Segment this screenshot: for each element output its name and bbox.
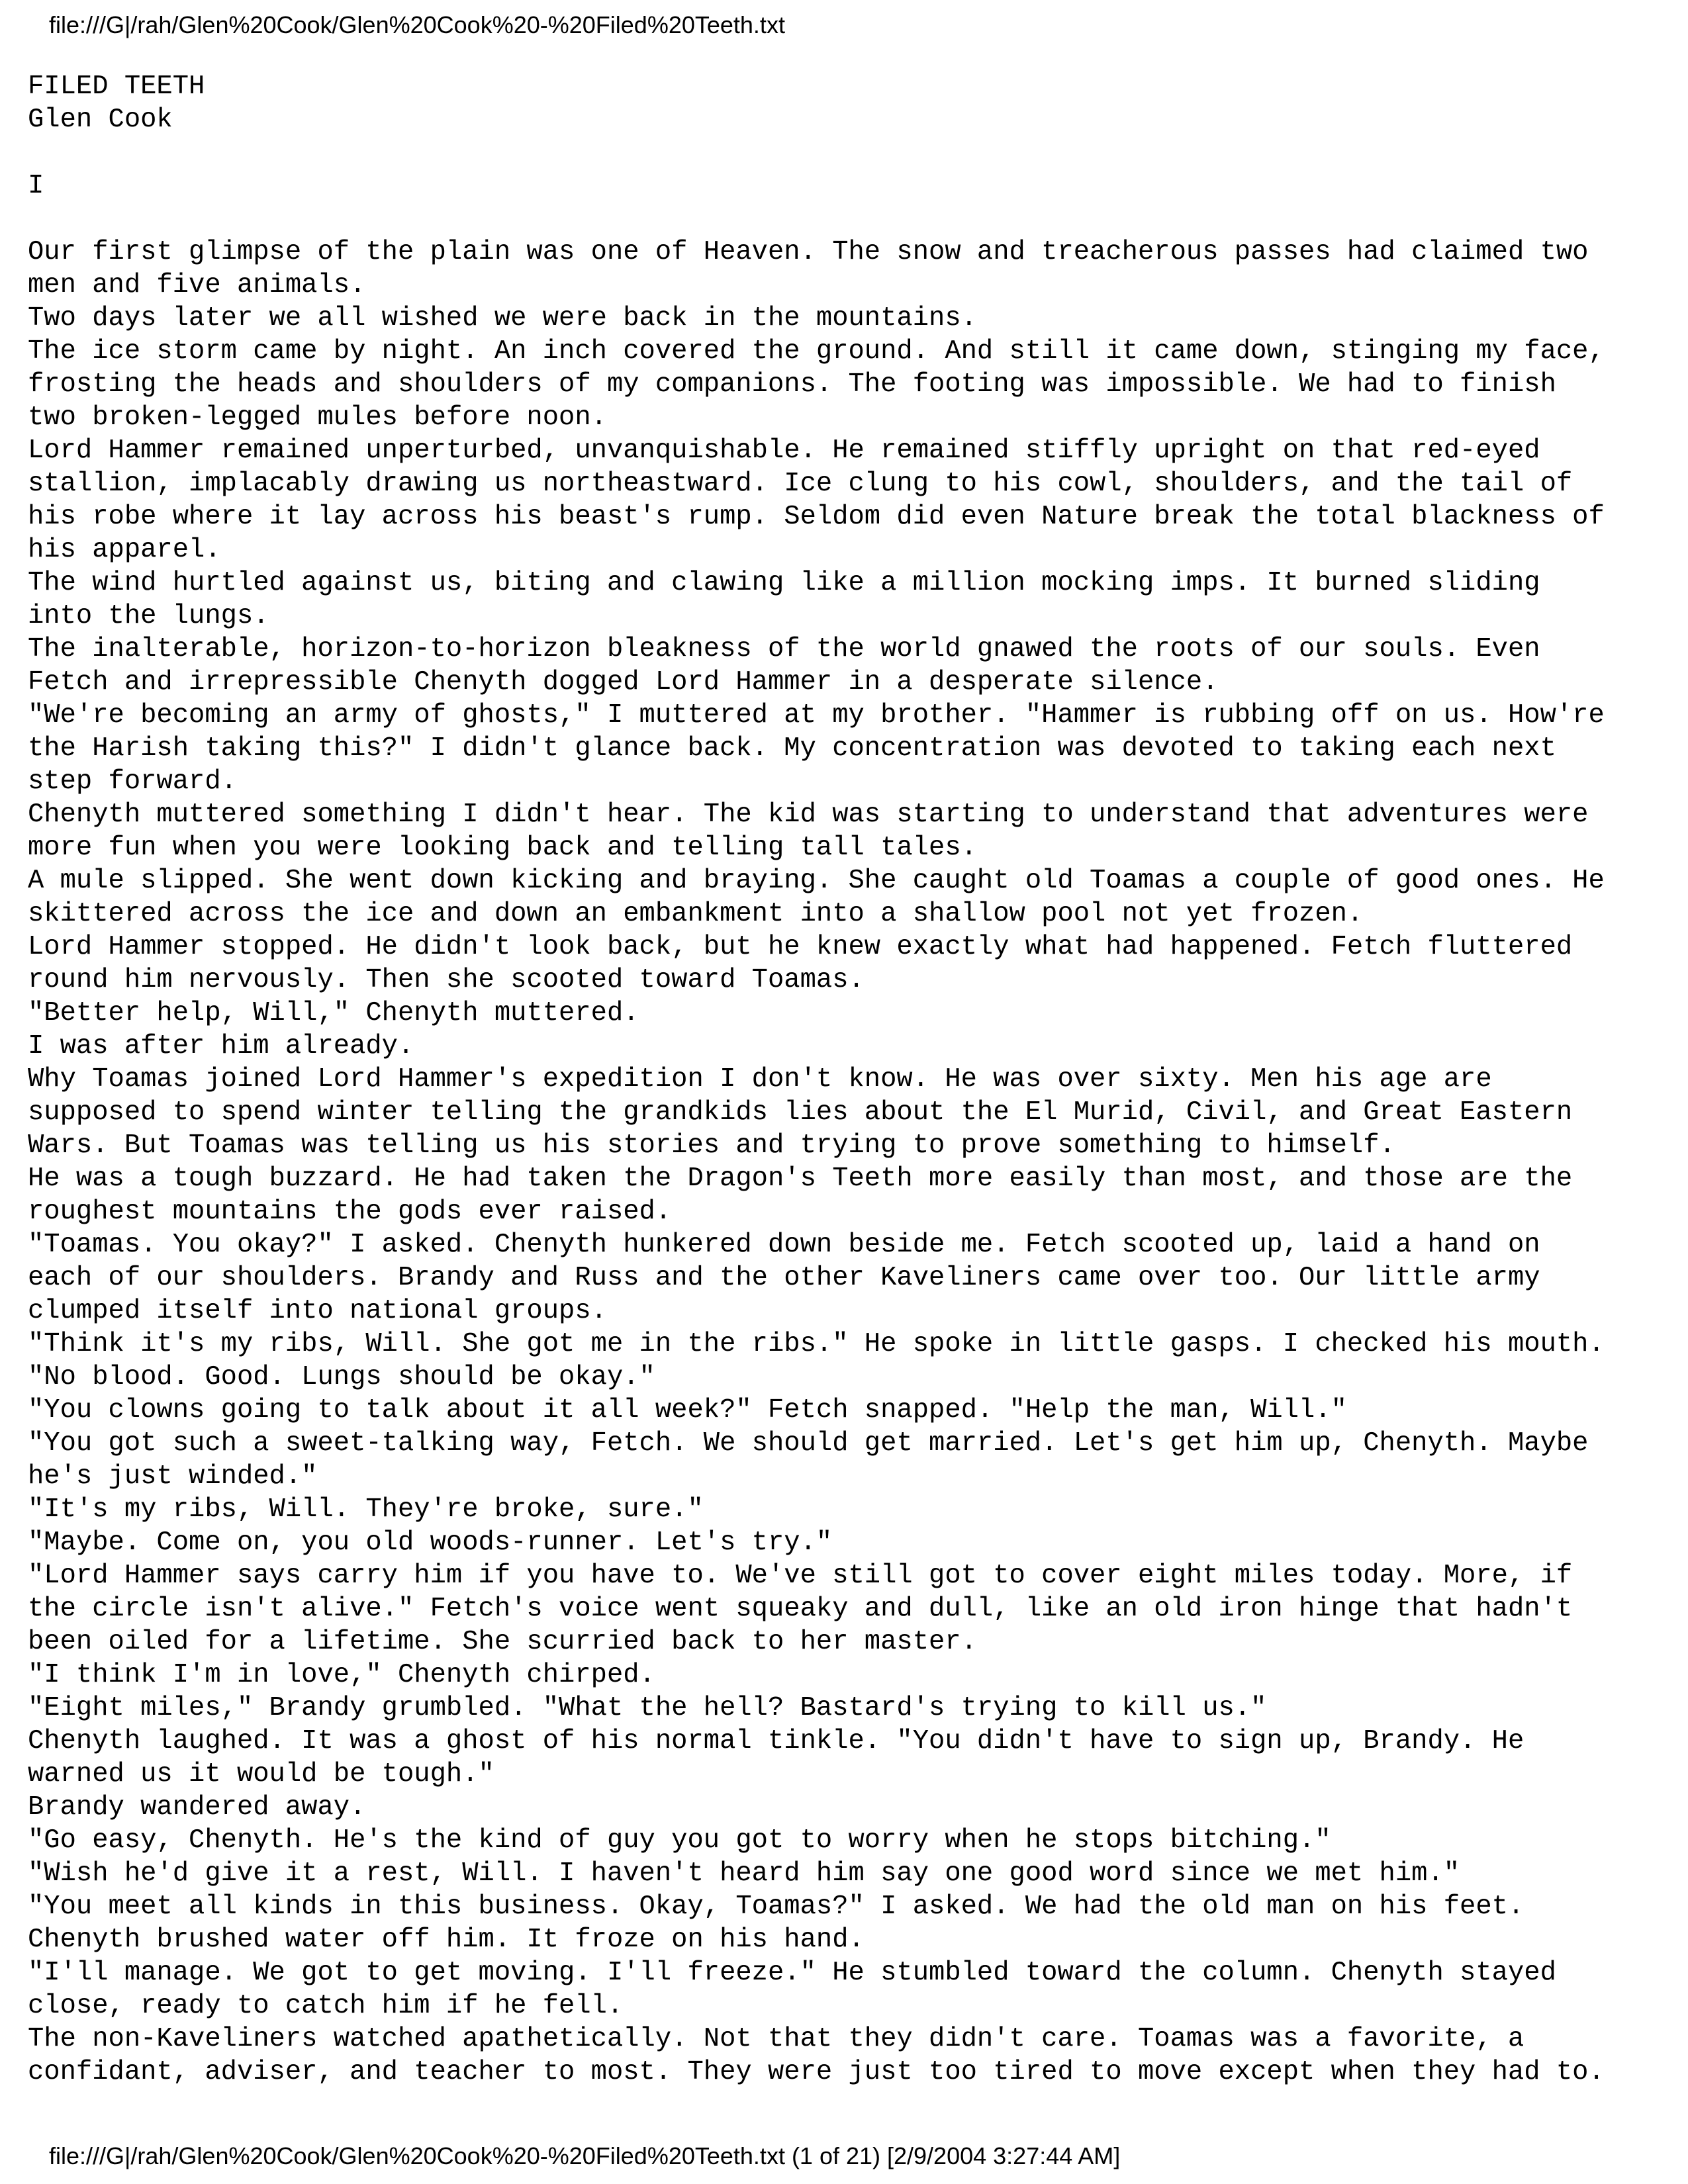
text-line: FILED TEETH — [28, 71, 205, 102]
text-line: Glen Cook — [28, 105, 173, 135]
text-line: "Maybe. Come on, you old woods-runner. Let's try." — [28, 1527, 833, 1558]
text-line: "Go easy, Chenyth. He's the kind of guy you got to worry when he stops bitching." — [28, 1825, 1331, 1856]
text-line: Chenyth muttered something I didn't hear. The kid was starting to understand that adventures were — [28, 799, 1589, 830]
text-line — [28, 203, 1663, 236]
text-line: I was after him already. — [28, 1031, 414, 1062]
text-line: He was a tough buzzard. He had taken the Dragon's Teeth more easily than most, and those are the — [28, 1163, 1573, 1194]
text-line: "Better help, Will," Chenyth muttered. — [28, 998, 639, 1028]
text-line: been oiled for a lifetime. She scurried back to her master. — [28, 1627, 977, 1657]
text-line: Lord Hammer stopped. He didn't look back, but he knew exactly what had happened. Fetch fluttered — [28, 932, 1573, 962]
text-line: Brandy wandered away. — [28, 1792, 366, 1823]
text-line: "Toamas. You okay?" I asked. Chenyth hunkered down beside me. Fetch scooted up, laid a hand on — [28, 1230, 1540, 1260]
text-line: he's just winded." — [28, 1461, 318, 1492]
page-header-url: file:///G|/rah/Glen%20Cook/Glen%20Cook%20-%20Filed%20Teeth.txt — [49, 11, 785, 38]
text-line: step forward. — [28, 766, 237, 797]
text-line: confidant, adviser, and teacher to most. They were just too tired to move except when they had to. — [28, 2057, 1605, 2087]
text-line: the circle isn't alive." Fetch's voice went squeaky and dull, like an old iron hinge that hadn't — [28, 1594, 1573, 1624]
text-line: The inalterable, horizon-to-horizon bleakness of the world gnawed the roots of our souls. Even — [28, 634, 1540, 664]
text-line: close, ready to catch him if he fell. — [28, 1991, 624, 2021]
text-line: supposed to spend winter telling the grandkids lies about the El Murid, Civil, and Great Eastern — [28, 1097, 1573, 1128]
document-text — [28, 70, 1663, 2089]
text-line: Why Toamas joined Lord Hammer's expedition I don't know. He was over sixty. Men his age are — [28, 1064, 1492, 1095]
text-line: round him nervously. Then she scooted toward Toamas. — [28, 965, 865, 995]
text-line: his apparel. — [28, 535, 221, 565]
text-line: I — [28, 171, 44, 201]
text-line: The ice storm came by night. An inch covered the ground. And still it came down, stinging my face, — [28, 336, 1605, 367]
text-line: into the lungs. — [28, 601, 269, 631]
text-line: "You got such a sweet-talking way, Fetch. We should get married. Let's get him up, Chenyth. Maybe — [28, 1428, 1589, 1459]
text-line: men and five animals. — [28, 270, 366, 300]
text-line: "Lord Hammer says carry him if you have to. We've still got to cover eight miles today. More, if — [28, 1561, 1573, 1591]
text-line: "You meet all kinds in this business. Okay, Toamas?" I asked. We had the old man on his feet. — [28, 1891, 1524, 1922]
text-line — [28, 136, 1663, 169]
text-line: "Eight miles," Brandy grumbled. "What the hell? Bastard's trying to kill us." — [28, 1693, 1267, 1723]
text-line: frosting the heads and shoulders of my companions. The footing was impossible. We had to finish — [28, 369, 1556, 400]
text-line: two broken-legged mules before noon. — [28, 402, 607, 433]
text-line: "You clowns going to talk about it all week?" Fetch snapped. "Help the man, Will." — [28, 1395, 1347, 1426]
text-line: Lord Hammer remained unperturbed, unvanquishable. He remained stiffly upright on that red-eyed — [28, 435, 1540, 466]
text-line: his robe where it lay across his beast's rump. Seldom did even Nature break the total blackness of — [28, 502, 1605, 532]
text-line: Wars. But Toamas was telling us his stories and trying to prove something to himself. — [28, 1130, 1395, 1161]
text-line: "It's my ribs, Will. They're broke, sure." — [28, 1494, 704, 1525]
text-line: A mule slipped. She went down kicking and braying. She caught old Toamas a couple of good ones. He — [28, 866, 1605, 896]
text-line: Two days later we all wished we were back in the mountains. — [28, 303, 977, 334]
text-line: Chenyth laughed. It was a ghost of his normal tinkle. "You didn't have to sign up, Brandy. He — [28, 1726, 1524, 1756]
text-line: The non-Kaveliners watched apathetically. Not that they didn't care. Toamas was a favorite, a — [28, 2024, 1524, 2054]
text-line: the Harish taking this?" I didn't glance back. My concentration was devoted to taking each next — [28, 733, 1556, 764]
text-line: "We're becoming an army of ghosts," I muttered at my brother. "Hammer is rubbing off on us. How're — [28, 700, 1605, 731]
text-line: "I think I'm in love," Chenyth chirped. — [28, 1660, 655, 1690]
text-line: stallion, implacably drawing us northeastward. Ice clung to his cowl, shoulders, and the tail of — [28, 469, 1573, 499]
text-line: Our first glimpse of the plain was one of Heaven. The snow and treacherous passes had claimed two — [28, 237, 1589, 267]
text-line: Chenyth brushed water off him. It froze on his hand. — [28, 1925, 865, 1955]
text-line: more fun when you were looking back and telling tall tales. — [28, 833, 977, 863]
text-line: skittered across the ice and down an embankment into a shallow pool not yet frozen. — [28, 899, 1364, 929]
text-line: each of our shoulders. Brandy and Russ and the other Kaveliners came over too. Our little army — [28, 1263, 1540, 1293]
text-line: "Think it's my ribs, Will. She got me in the ribs." He spoke in little gasps. I checked his mouth. — [28, 1329, 1605, 1359]
text-line: "No blood. Good. Lungs should be okay." — [28, 1362, 655, 1392]
text-line: warned us it would be tough." — [28, 1759, 494, 1790]
text-line: "I'll manage. We got to get moving. I'll freeze." He stumbled toward the column. Chenyth stayed — [28, 1958, 1556, 1988]
text-line: clumped itself into national groups. — [28, 1296, 607, 1326]
text-line: The wind hurtled against us, biting and clawing like a million mocking imps. It burned sliding — [28, 568, 1540, 598]
page-footer: file:///G|/rah/Glen%20Cook/Glen%20Cook%20-%20Filed%20Teeth.txt (1 of 21) [2/9/2004 3:27:44 AM] — [49, 2142, 1121, 2169]
text-line: roughest mountains the gods ever raised. — [28, 1197, 672, 1227]
text-line: Fetch and irrepressible Chenyth dogged Lord Hammer in a desperate silence. — [28, 667, 1219, 698]
text-line: "Wish he'd give it a rest, Will. I haven't heard him say one good word since we met him." — [28, 1858, 1460, 1889]
